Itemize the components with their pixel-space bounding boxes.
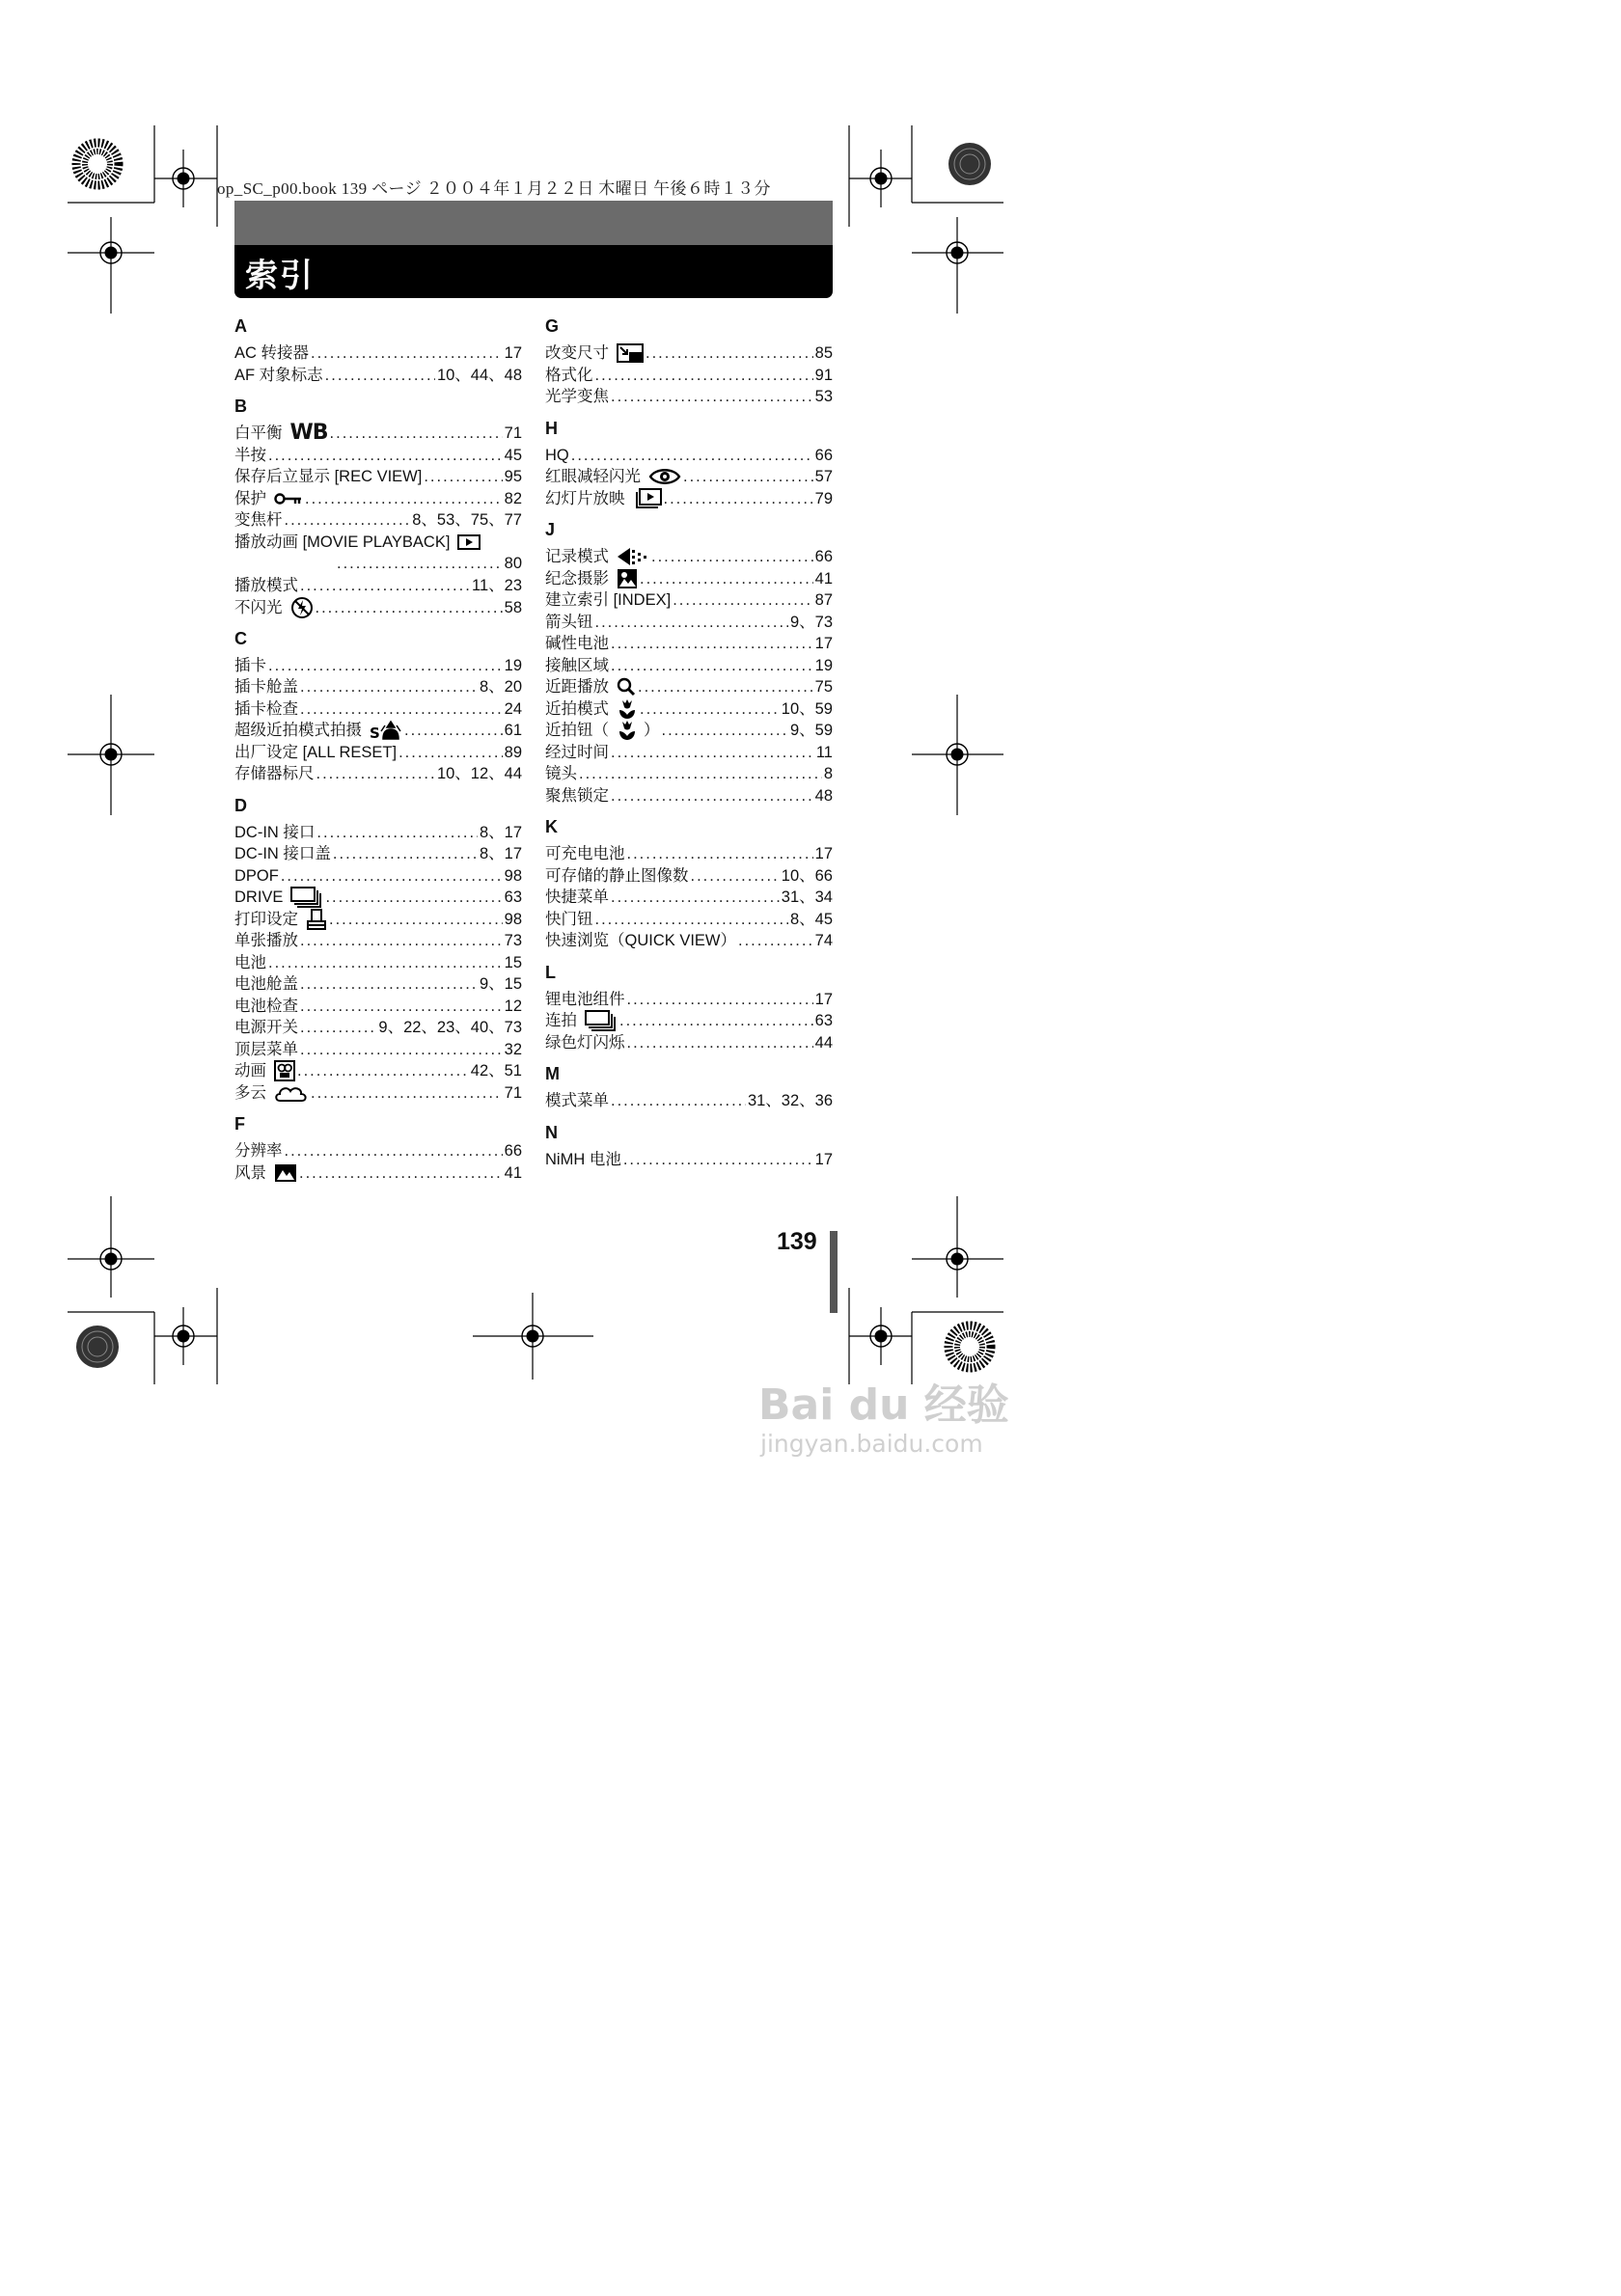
index-entry	[545, 698, 833, 721]
index-entry	[234, 1082, 522, 1105]
dot-leader	[305, 488, 503, 510]
index-letter-heading: H	[545, 418, 558, 438]
index-entry-term: 电源开关	[234, 1019, 298, 1036]
index-entry	[545, 342, 833, 365]
key-icon	[274, 492, 303, 506]
dot-leader	[300, 1039, 503, 1061]
index-entry-term: 快门钮	[545, 910, 593, 928]
index-entry-pages: 8、20	[479, 678, 522, 696]
index-section-f	[234, 1113, 522, 1184]
index-entry-term: 聚焦锁定	[545, 786, 609, 805]
index-entry-pages: 66	[504, 1142, 522, 1160]
dot-leader	[623, 1149, 813, 1171]
index-entry-term: 建立索引 [INDEX]	[545, 591, 672, 609]
index-entry-term: 可存储的静止图像数	[545, 866, 689, 885]
dot-leader	[325, 365, 435, 387]
dot-leader	[311, 342, 503, 365]
index-entry-term: 变焦杆	[234, 511, 283, 529]
index-entry-pages: 8、17	[479, 823, 522, 841]
dot-leader	[579, 763, 822, 785]
dot-leader	[571, 445, 813, 467]
index-entry-pages: 9、15	[479, 975, 522, 993]
index-entry-pages: 19	[814, 656, 833, 674]
index-entry-term: HQ	[545, 446, 569, 464]
index-entry-pages: 17	[814, 845, 833, 862]
index-entry-term: 动画	[234, 1062, 266, 1080]
dot-leader	[646, 342, 813, 365]
dot-leader	[611, 386, 813, 408]
dot-leader	[300, 930, 503, 952]
dot-leader	[611, 742, 814, 764]
index-entry	[234, 423, 522, 445]
index-entry	[545, 989, 833, 1011]
dot-leader	[300, 1017, 376, 1039]
resize-icon	[617, 343, 644, 363]
index-entry	[234, 1039, 522, 1061]
index-entry	[545, 843, 833, 865]
slideshow-icon	[633, 488, 662, 509]
index-entry-term: 纪念摄影	[545, 569, 609, 588]
dot-leader	[651, 546, 813, 568]
index-entry-pages: 9、22、23、40、73	[378, 1019, 522, 1036]
dot-leader	[738, 930, 813, 952]
index-entry	[545, 720, 833, 742]
index-entry-pages: 8、53、75、77	[412, 511, 522, 529]
index-entry-term: 白平衡	[234, 424, 283, 442]
title-bar	[234, 245, 833, 298]
index-entry-pages: 32	[504, 1040, 522, 1058]
dot-leader	[281, 865, 503, 888]
sequential-icon	[290, 887, 323, 908]
index-entry-term: DC-IN 接口盖	[234, 845, 331, 862]
index-entry-pages: 9、59	[789, 722, 833, 739]
dot-leader	[325, 887, 502, 909]
index-entry-pages: 10、44、48	[436, 366, 522, 384]
index-entry-term: 电池舱盖	[234, 975, 298, 993]
index-entry-term-suffix: ）	[644, 722, 660, 739]
index-section-n	[545, 1122, 833, 1171]
index-entry	[234, 843, 522, 865]
index-entry-pages: 66	[814, 446, 833, 464]
index-section-g	[545, 315, 833, 408]
index-entry	[545, 633, 833, 655]
index-entry-term: 绿色灯闪烁	[545, 1033, 625, 1052]
index-entry	[234, 1162, 522, 1185]
index-entry-term: 镜头	[545, 765, 577, 782]
dot-leader	[595, 365, 813, 387]
index-entry-pages: 95	[504, 468, 522, 485]
sequential-icon	[585, 1010, 618, 1031]
index-entry-pages: 71	[504, 424, 522, 442]
index-entry-term: 单张播放	[234, 932, 298, 949]
index-letter-heading: N	[545, 1122, 558, 1142]
dot-leader	[333, 843, 478, 865]
index-entry-pages: 10、59	[781, 699, 833, 718]
index-entry-term: 顶层菜单	[234, 1040, 298, 1058]
index-entry	[545, 742, 833, 764]
index-entry	[234, 532, 522, 554]
index-entry-term: 插卡检查	[234, 699, 298, 718]
index-entry-pages: 9、73	[789, 613, 833, 631]
dot-leader	[627, 843, 813, 865]
index-section-b	[234, 396, 522, 618]
index-entry	[234, 865, 522, 888]
index-entry-pages: 80	[504, 555, 522, 572]
index-entry-pages: 98	[504, 866, 522, 885]
index-entry-term: 打印设定	[234, 910, 298, 928]
index-entry	[545, 1149, 833, 1171]
dot-leader	[311, 1082, 503, 1105]
index-entry-pages: 10、12、44	[436, 765, 522, 782]
index-entry	[234, 596, 522, 618]
index-entry-pages: 11	[815, 743, 833, 761]
index-entry-pages: 89	[504, 743, 522, 761]
dot-leader	[595, 612, 788, 634]
index-entry	[545, 488, 833, 510]
index-letter-heading: F	[234, 1114, 245, 1134]
index-letter-heading: A	[234, 316, 247, 336]
index-column-left	[234, 312, 522, 1193]
dot-leader	[627, 989, 813, 1011]
index-entry-pages: 19	[504, 656, 522, 674]
dot-leader	[300, 676, 478, 698]
watermark-brand: Bai du 经验	[758, 1380, 1009, 1430]
dot-leader	[300, 996, 503, 1018]
index-entry-term: 近拍模式	[545, 699, 609, 718]
index-section-k	[545, 816, 833, 952]
index-entry-term: 近拍钮（	[545, 722, 609, 739]
index-entry-pages: 41	[504, 1163, 522, 1182]
index-entry-term: 红眼减轻闪光	[545, 468, 641, 485]
page-number: 139	[777, 1228, 817, 1255]
index-section-c	[234, 628, 522, 785]
index-entry-pages: 82	[504, 489, 522, 507]
dot-leader	[683, 466, 813, 488]
wb-icon: WB	[289, 421, 328, 445]
index-entry	[234, 698, 522, 721]
eye-icon	[648, 467, 681, 486]
index-entry-pages: 44	[814, 1033, 833, 1052]
index-entry-term: 幻灯片放映	[545, 489, 625, 507]
watermark-url: jingyan.baidu.com	[760, 1430, 983, 1458]
index-entry-term: 不闪光	[234, 598, 283, 616]
index-entry-pages: 8	[823, 765, 833, 782]
index-entry-term: AC 转接器	[234, 344, 310, 362]
index-entry	[545, 546, 833, 568]
index-entry	[234, 466, 522, 488]
index-letter-heading: B	[234, 396, 247, 416]
dot-leader	[268, 445, 503, 467]
dot-leader	[640, 698, 780, 721]
index-entry	[234, 887, 522, 909]
landscape-icon	[274, 1163, 297, 1183]
dot-leader	[330, 423, 503, 445]
index-entry-term: 电池检查	[234, 997, 298, 1015]
index-entry-term: 超级近拍模式拍摄	[234, 722, 362, 739]
index-entry-pages: 91	[814, 366, 833, 384]
dot-leader	[300, 973, 478, 996]
index-entry	[234, 930, 522, 952]
index-entry-term: 风景	[234, 1163, 266, 1182]
dot-leader	[297, 1060, 469, 1082]
index-letter-heading: D	[234, 795, 247, 815]
index-entry-term: 近距播放	[545, 678, 609, 696]
index-entry	[545, 909, 833, 931]
index-entry	[234, 763, 522, 785]
index-entry-term: 快速浏览（QUICK VIEW）	[545, 932, 737, 949]
dot-leader	[611, 1090, 746, 1112]
index-entry	[234, 488, 522, 510]
dot-leader	[268, 655, 503, 677]
index-entry-term: DPOF	[234, 866, 279, 885]
index-entry-term: 存储器标尺	[234, 765, 315, 782]
super-macro-icon	[370, 720, 402, 741]
index-entry-pages: 8、17	[479, 845, 522, 862]
index-section-a	[234, 315, 522, 386]
index-entry-term: 锂电池组件	[545, 990, 625, 1008]
index-entry	[234, 1017, 522, 1039]
index-entry-term: 半按	[234, 446, 266, 464]
dot-leader	[299, 1162, 503, 1185]
index-entry	[545, 676, 833, 698]
index-entry-term: 插卡	[234, 656, 266, 674]
index-entry-term: 接触区域	[545, 656, 609, 674]
index-entry-term: NiMH 电池	[545, 1150, 621, 1168]
index-entry	[234, 909, 522, 931]
index-entry-term: DC-IN 接口	[234, 823, 316, 841]
index-entry	[545, 785, 833, 807]
index-letter-heading: J	[545, 520, 556, 539]
index-entry-pages: 17	[814, 1150, 833, 1168]
index-entry	[545, 612, 833, 634]
index-entry	[545, 1032, 833, 1054]
index-entry	[545, 1010, 833, 1032]
dot-leader	[640, 568, 813, 590]
index-column-right	[545, 312, 833, 1180]
dot-leader	[611, 655, 813, 677]
index-entry	[234, 365, 522, 387]
index-letter-heading: C	[234, 628, 247, 648]
index-entry	[234, 742, 522, 764]
index-entry-pages: 58	[504, 598, 522, 616]
index-entry	[234, 676, 522, 698]
index-entry-pages: 12	[504, 997, 522, 1015]
dot-leader	[329, 909, 503, 931]
dot-leader	[611, 785, 813, 807]
index-entry-pages: 17	[814, 635, 833, 652]
index-entry	[234, 720, 522, 742]
dot-leader	[691, 865, 780, 888]
index-entry-pages: 85	[814, 344, 833, 362]
index-entry-term: 播放动画 [MOVIE PLAYBACK]	[234, 533, 451, 551]
index-entry	[545, 887, 833, 909]
zoom-icon	[617, 677, 636, 697]
index-entry-pages: 48	[814, 786, 833, 805]
index-entry-term: 插卡舱盖	[234, 678, 298, 696]
index-entry-pages: 71	[504, 1083, 522, 1102]
index-entry	[234, 996, 522, 1018]
index-entry-pages: 73	[504, 932, 522, 949]
index-entry-term: 保存后立显示 [REC VIEW]	[234, 468, 423, 485]
index-entry	[545, 386, 833, 408]
record-mode-icon	[617, 547, 649, 566]
dot-leader	[611, 887, 780, 909]
index-entry-pages: 45	[504, 446, 522, 464]
index-entry-term: 碱性电池	[545, 635, 609, 652]
file-header-line: op_SC_p00.book 139 ページ ２００４年１月２２日 木曜日 午後６時１３分	[217, 179, 771, 198]
index-entry-pages: 17	[504, 344, 522, 362]
index-entry-pages: 98	[504, 910, 522, 928]
index-entry	[545, 365, 833, 387]
index-entry-term: 箭头钮	[545, 613, 593, 631]
index-entry-term: 播放模式	[234, 576, 298, 594]
dot-leader	[611, 633, 813, 655]
index-entry-pages: 75	[814, 678, 833, 696]
index-entry	[234, 822, 522, 844]
index-entry-term: 可充电电池	[545, 845, 625, 862]
dot-leader	[316, 763, 435, 785]
dot-leader	[627, 1032, 813, 1054]
index-entry-term: 快捷菜单	[545, 888, 609, 906]
index-letter-heading: G	[545, 316, 560, 336]
dot-leader	[398, 742, 503, 764]
index-entry-term: 改变尺寸	[545, 344, 609, 362]
page-title: 索引	[245, 257, 315, 295]
index-entry	[234, 1140, 522, 1162]
index-entry-term: 保护	[234, 489, 266, 507]
index-entry-pages: 24	[504, 699, 522, 718]
index-entry	[234, 553, 522, 575]
index-entry-pages: 10、66	[781, 866, 833, 885]
dot-leader	[673, 589, 812, 612]
print-icon	[306, 909, 327, 930]
index-section-m	[545, 1063, 833, 1112]
index-entry-term: 光学变焦	[545, 388, 609, 405]
play-icon	[457, 534, 481, 550]
index-letter-heading: M	[545, 1064, 560, 1083]
dot-leader	[285, 1140, 503, 1162]
dot-leader	[619, 1010, 813, 1032]
index-entry	[234, 575, 522, 597]
dot-leader	[662, 720, 788, 742]
dot-leader	[300, 575, 470, 597]
index-entry-term: 分辨率	[234, 1142, 283, 1160]
dot-leader	[404, 720, 503, 742]
dot-leader	[337, 553, 503, 575]
index-letter-heading: K	[545, 817, 558, 836]
movie-icon	[274, 1060, 295, 1081]
index-entry	[234, 1060, 522, 1082]
index-entry	[545, 445, 833, 467]
index-entry-pages: 87	[814, 591, 833, 609]
index-entry	[234, 655, 522, 677]
index-entry-term: AF 对象标志	[234, 366, 323, 384]
index-entry-term: 出厂设定 [ALL RESET]	[234, 743, 398, 761]
index-entry-term: 多云	[234, 1083, 266, 1102]
index-entry-term: 记录模式	[545, 548, 609, 565]
index-entry-pages: 31、32、36	[747, 1092, 833, 1109]
index-entry	[234, 973, 522, 996]
index-entry	[545, 655, 833, 677]
index-entry	[545, 930, 833, 952]
index-entry-pages: 8、45	[789, 910, 833, 928]
dot-leader	[664, 488, 813, 510]
dot-leader	[285, 509, 411, 532]
dot-leader	[300, 698, 503, 721]
dot-leader	[424, 466, 502, 488]
index-entry-term: 电池	[234, 953, 266, 971]
index-entry-pages: 11、23	[472, 576, 522, 594]
index-entry	[545, 466, 833, 488]
title-band	[234, 201, 833, 245]
index-entry-pages: 63	[504, 888, 522, 906]
index-entry-pages: 79	[814, 489, 833, 507]
index-entry-pages: 63	[814, 1012, 833, 1029]
index-section-l	[545, 962, 833, 1054]
flash-off-icon	[290, 596, 314, 619]
index-entry-pages: 31、34	[781, 888, 833, 906]
index-entry-term: 模式菜单	[545, 1092, 609, 1109]
index-entry-pages: 15	[504, 953, 522, 971]
index-entry	[234, 445, 522, 467]
index-letter-heading: L	[545, 962, 556, 982]
dot-leader	[595, 909, 788, 931]
index-entry-term: 格式化	[545, 366, 593, 384]
index-entry-pages: 74	[814, 932, 833, 949]
portrait-landscape-icon	[617, 568, 638, 589]
index-entry	[545, 763, 833, 785]
index-entry	[234, 509, 522, 532]
dot-leader	[316, 822, 478, 844]
index-section-h	[545, 418, 833, 510]
index-section-d	[234, 795, 522, 1105]
cloud-icon	[274, 1083, 309, 1103]
index-entry-pages: 41	[814, 569, 833, 588]
macro-icon	[617, 698, 638, 720]
index-entry-pages: 17	[814, 990, 833, 1008]
index-entry	[545, 568, 833, 590]
index-entry-pages: 66	[814, 548, 833, 565]
index-entry	[545, 865, 833, 888]
index-entry-pages: 61	[504, 722, 522, 739]
dot-leader	[268, 952, 503, 974]
index-entry-term: 连拍	[545, 1012, 577, 1029]
page-edge-bar	[830, 1231, 838, 1313]
index-section-j	[545, 519, 833, 806]
macro-icon	[617, 720, 638, 741]
index-entry-pages: 42、51	[470, 1062, 522, 1080]
index-entry	[234, 952, 522, 974]
index-entry-term: DRIVE	[234, 888, 284, 906]
index-entry	[545, 1090, 833, 1112]
index-entry-term: 经过时间	[545, 743, 609, 761]
index-entry-pages: 57	[814, 468, 833, 485]
index-entry	[545, 589, 833, 612]
index-entry	[234, 342, 522, 365]
svg-text:S: S	[370, 724, 380, 742]
dot-leader	[316, 597, 503, 619]
index-entry-pages: 53	[814, 388, 833, 405]
dot-leader	[638, 676, 813, 698]
